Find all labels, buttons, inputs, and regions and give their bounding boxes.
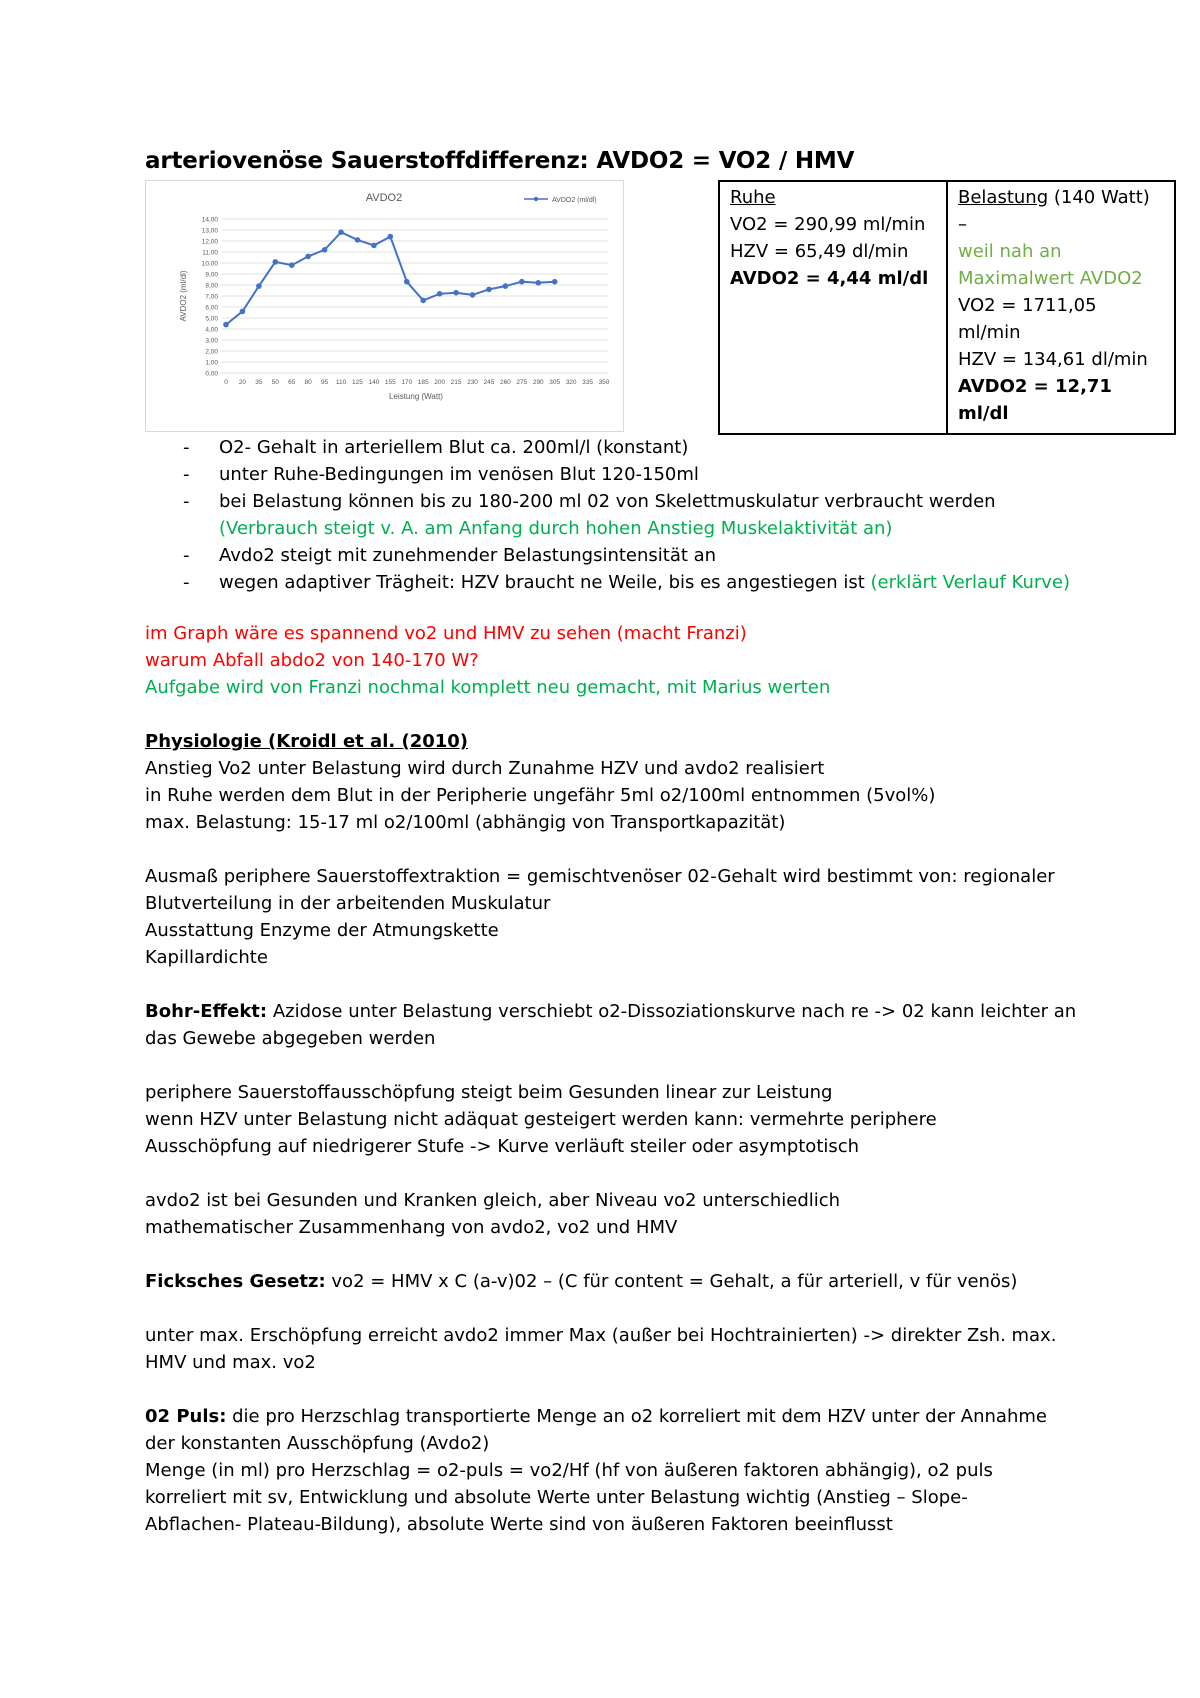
belastung-avdo2: AVDO2 = 12,71 ml/dl bbox=[958, 376, 1112, 424]
y-tick-label: 11,00 bbox=[202, 249, 218, 257]
x-tick-label: 140 bbox=[368, 379, 380, 386]
y-tick-label: 5,00 bbox=[205, 315, 218, 323]
data-point bbox=[355, 237, 361, 243]
physio-line-15: der konstanten Ausschöpfung (Avdo2) bbox=[145, 1433, 490, 1454]
belastung-note-2: Maximalwert AVDO2 bbox=[958, 268, 1143, 289]
x-tick-label: 305 bbox=[549, 379, 561, 386]
data-point bbox=[240, 309, 246, 315]
fick-text: vo2 = HMV x C (a-v)02 – (C für content = Gehalt, a für arteriell, v für venös) bbox=[325, 1271, 1018, 1292]
x-tick-label: 215 bbox=[450, 379, 462, 386]
bullet-5 bbox=[183, 569, 1143, 596]
series-line bbox=[226, 232, 555, 324]
physio-line-18: Abflachen- Plateau-Bildung), absolute Werte sind von äußeren Faktoren beeinflusst bbox=[145, 1514, 893, 1535]
bohr-continuation: das Gewebe abgegeben werden bbox=[145, 1028, 436, 1049]
data-point bbox=[404, 279, 410, 285]
physio-line-9: wenn HZV unter Belastung nicht adäquat gesteigert werden kann: vermehrte periphere bbox=[145, 1109, 937, 1130]
belastung-note-1: weil nah an bbox=[958, 241, 1062, 262]
y-tick-label: 8,00 bbox=[205, 282, 218, 290]
x-axis-label: Leistung (Watt) bbox=[389, 392, 443, 401]
y-tick-label: 10,00 bbox=[201, 260, 218, 268]
y-tick-label: 12,00 bbox=[201, 238, 218, 246]
data-point bbox=[322, 247, 328, 253]
belastung-heading: Belastung bbox=[958, 187, 1049, 208]
y-tick-label: 13,00 bbox=[201, 227, 218, 235]
bohr-text: Azidose unter Belastung verschiebt o2-Dissoziationskurve nach re -> 02 kann leichter an bbox=[267, 1001, 1077, 1022]
x-tick-label: 155 bbox=[384, 379, 396, 386]
x-tick-label: 110 bbox=[335, 379, 347, 386]
data-point bbox=[470, 292, 476, 298]
ruhe-vo2: VO2 = 290,99 ml/min bbox=[730, 214, 926, 235]
y-tick-label: 14,00 bbox=[201, 216, 218, 224]
x-tick-label: 50 bbox=[271, 379, 279, 386]
avdo2-chart bbox=[145, 180, 624, 432]
note-red-2: warum Abfall abdo2 von 140-170 W? bbox=[145, 650, 479, 671]
x-tick-label: 0 bbox=[224, 379, 228, 386]
bohr-paragraph bbox=[145, 998, 1095, 1025]
chart-svg bbox=[146, 181, 623, 431]
puls-text: die pro Herzschlag transportierte Menge an o2 korreliert mit dem HZV unter der Annahme bbox=[226, 1406, 1047, 1427]
physio-line-1: Anstieg Vo2 unter Belastung wird durch Zunahme HZV und avdo2 realisiert bbox=[145, 758, 825, 779]
x-tick-label: 335 bbox=[582, 379, 593, 386]
x-tick-label: 20 bbox=[238, 379, 247, 386]
ruhe-cell bbox=[719, 181, 947, 434]
y-tick-label: 9,00 bbox=[205, 271, 218, 279]
x-tick-label: 275 bbox=[516, 379, 528, 386]
data-point bbox=[437, 291, 443, 297]
y-tick-label: 0,00 bbox=[205, 370, 218, 378]
data-point bbox=[289, 262, 295, 268]
chart-title: AVDO2 bbox=[365, 192, 403, 204]
belastung-heading-suffix: (140 Watt) – bbox=[958, 187, 1150, 235]
data-point bbox=[305, 254, 311, 260]
y-tick-label: 6,00 bbox=[205, 304, 218, 312]
physio-line-8: periphere Sauerstoffausschöpfung steigt beim Gesunden linear zur Leistung bbox=[145, 1082, 833, 1103]
data-point bbox=[503, 283, 509, 289]
page-title: arteriovenöse Sauerstoffdifferenz: AVDO2 = VO2 / HMV bbox=[145, 148, 855, 174]
data-point bbox=[371, 243, 377, 249]
data-point bbox=[256, 283, 262, 289]
bullet-4: - Avdo2 steigt mit zunehmender Belastungsintensität an bbox=[183, 542, 1143, 569]
bullet-1: - O2- Gehalt in arteriellem Blut ca. 200ml/l (konstant) bbox=[183, 434, 1143, 461]
x-tick-label: 320 bbox=[565, 379, 577, 386]
y-tick-label: 7,00 bbox=[205, 293, 218, 301]
physio-line-11: avdo2 ist bei Gesunden und Kranken gleich, aber Niveau vo2 unterschiedlich bbox=[145, 1190, 841, 1211]
x-tick-label: 170 bbox=[401, 379, 413, 386]
bullet-3: - bei Belastung können bis zu 180-200 ml 02 von Skelettmuskulatur verbraucht werden bbox=[183, 488, 1143, 515]
physio-line-5: Blutverteilung in der arbeitenden Muskulatur bbox=[145, 893, 551, 914]
x-tick-label: 65 bbox=[288, 379, 296, 386]
note-red-1: im Graph wäre es spannend vo2 und HMV zu sehen (macht Franzi) bbox=[145, 623, 747, 644]
x-tick-label: 35 bbox=[255, 379, 263, 386]
belastung-vo2: VO2 = 1711,05 ml/min bbox=[958, 295, 1097, 343]
physio-line-10: Ausschöpfung auf niedrigerer Stufe -> Kurve verläuft steiler oder asymptotisch bbox=[145, 1136, 860, 1157]
values-table bbox=[718, 180, 1176, 435]
x-tick-label: 80 bbox=[304, 379, 312, 386]
data-point bbox=[338, 229, 344, 235]
y-tick-label: 2,00 bbox=[205, 348, 218, 356]
bullet-2: - unter Ruhe-Bedingungen im venösen Blut 120-150ml bbox=[183, 461, 1143, 488]
legend-label: AVDO2 (ml/dl) bbox=[552, 197, 597, 204]
note-green-1: Aufgabe wird von Franzi nochmal komplett neu gemacht, mit Marius werten bbox=[145, 677, 831, 698]
bullet-5-text: wegen adaptiver Trägheit: HZV braucht ne Weile, bis es angestiegen ist bbox=[219, 572, 871, 593]
physio-line-7: Kapillardichte bbox=[145, 947, 268, 968]
bullet-3-continuation: (Verbrauch steigt v. A. am Anfang durch hohen Anstieg Muskelaktivität an) bbox=[219, 518, 893, 539]
y-tick-label: 3,00 bbox=[205, 337, 218, 345]
physio-line-6: Ausstattung Enzyme der Atmungskette bbox=[145, 920, 499, 941]
x-tick-label: 260 bbox=[499, 379, 511, 386]
data-point bbox=[223, 322, 229, 328]
physio-line-16: Menge (in ml) pro Herzschlag = o2-puls = vo2/Hf (hf von äußeren faktoren abhängig), o2 puls bbox=[145, 1460, 993, 1481]
belastung-cell bbox=[947, 181, 1175, 434]
legend-marker bbox=[534, 197, 538, 201]
y-tick-label: 4,00 bbox=[205, 326, 218, 334]
physio-line-14: HMV und max. vo2 bbox=[145, 1352, 316, 1373]
physio-line-4: Ausmaß periphere Sauerstoffextraktion = gemischtvenöser 02-Gehalt wird bestimmt von: regionaler bbox=[145, 866, 1055, 887]
bullet-list bbox=[183, 434, 1143, 596]
puls-paragraph bbox=[145, 1403, 1095, 1430]
data-point bbox=[273, 259, 279, 265]
data-point bbox=[535, 280, 541, 286]
puls-label: 02 Puls: bbox=[145, 1406, 227, 1427]
physio-line-13: unter max. Erschöpfung erreicht avdo2 immer Max (außer bei Hochtrainierten) -> direkter Zsh. max. bbox=[145, 1325, 1057, 1346]
x-tick-label: 125 bbox=[352, 379, 363, 386]
physio-line-3: max. Belastung: 15-17 ml o2/100ml (abhängig von Transportkapazität) bbox=[145, 812, 786, 833]
data-point bbox=[388, 234, 394, 240]
physio-heading: Physiologie (Kroidl et al. (2010) bbox=[145, 731, 469, 752]
data-point bbox=[453, 290, 459, 296]
x-tick-label: 200 bbox=[434, 379, 446, 386]
data-point bbox=[552, 279, 558, 285]
x-tick-label: 185 bbox=[417, 379, 429, 386]
y-axis-label: AVDO2 (ml/dl) bbox=[179, 270, 188, 322]
physio-line-12: mathematischer Zusammenhang von avdo2, vo2 und HMV bbox=[145, 1217, 678, 1238]
x-tick-label: 95 bbox=[320, 379, 329, 386]
x-tick-label: 230 bbox=[467, 379, 478, 386]
physio-line-2: in Ruhe werden dem Blut in der Peripherie ungefähr 5ml o2/100ml entnommen (5vol%) bbox=[145, 785, 936, 806]
x-tick-label: 350 bbox=[598, 379, 610, 386]
body-text bbox=[145, 620, 1095, 1538]
belastung-hzv: HZV = 134,61 dl/min bbox=[958, 349, 1148, 370]
data-point bbox=[519, 279, 525, 285]
physio-line-17: korreliert mit sv, Entwicklung und absolute Werte unter Belastung wichtig (Anstieg – Slope- bbox=[145, 1487, 968, 1508]
x-tick-label: 245 bbox=[483, 379, 495, 386]
bullet-5-green: (erklärt Verlauf Kurve) bbox=[870, 572, 1071, 593]
data-point bbox=[486, 287, 492, 293]
y-tick-label: 1,00 bbox=[205, 359, 218, 367]
x-tick-label: 290 bbox=[532, 379, 544, 386]
ruhe-hzv: HZV = 65,49 dl/min bbox=[730, 241, 909, 262]
data-point bbox=[420, 298, 426, 304]
fick-label: Ficksches Gesetz: bbox=[145, 1271, 326, 1292]
bohr-label: Bohr-Effekt: bbox=[145, 1001, 268, 1022]
ruhe-heading: Ruhe bbox=[730, 187, 776, 208]
fick-paragraph bbox=[145, 1268, 1095, 1295]
ruhe-avdo2: AVDO2 = 4,44 ml/dl bbox=[730, 268, 929, 289]
